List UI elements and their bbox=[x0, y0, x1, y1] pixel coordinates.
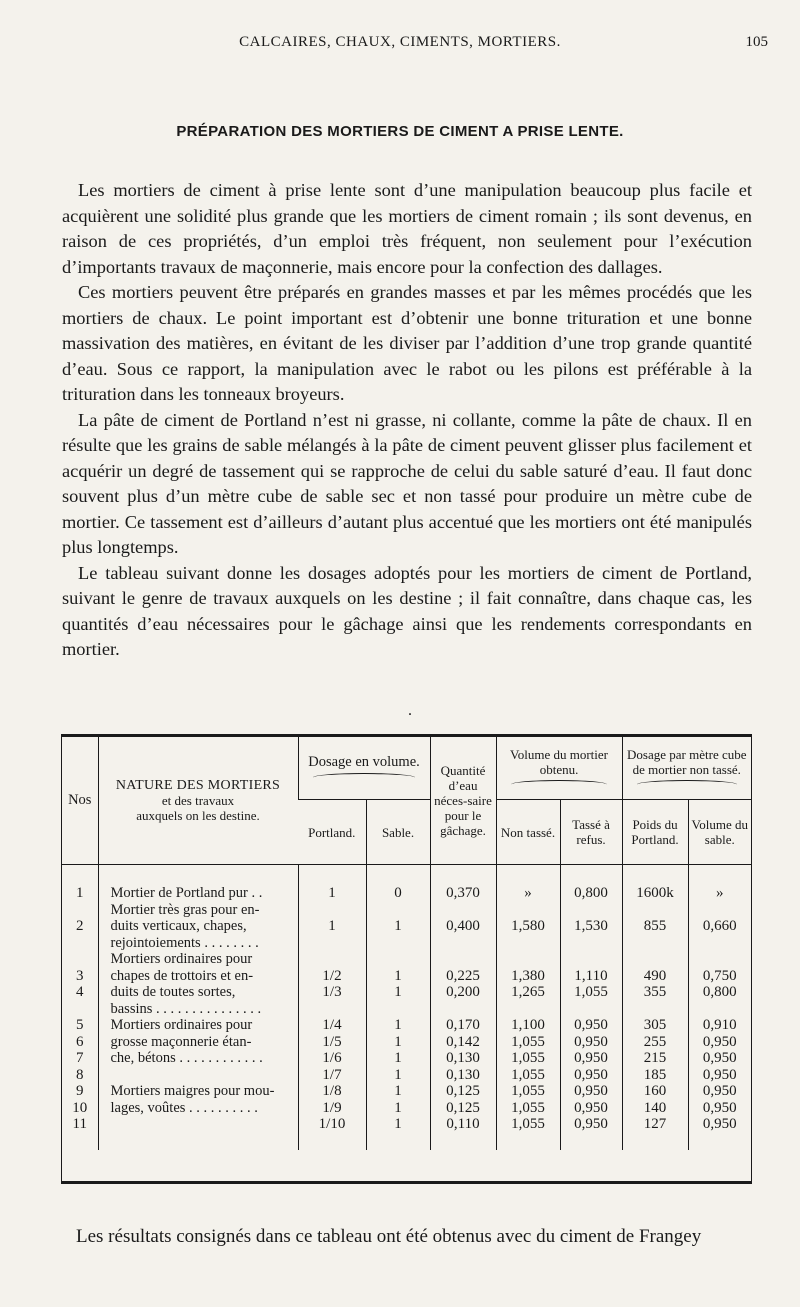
spacer-cell bbox=[298, 865, 366, 886]
row-poids-line: 490 bbox=[643, 967, 667, 984]
table-row bbox=[62, 1083, 751, 1133]
row-vol-sable-line: 0,950 bbox=[702, 1050, 737, 1066]
header-non-tasse: Non tassé. bbox=[496, 800, 560, 865]
row-eau-line bbox=[434, 902, 493, 919]
row-vol-sable-cell bbox=[688, 902, 751, 952]
dosage-table-grid bbox=[62, 737, 751, 1150]
spacer-cell bbox=[98, 865, 298, 886]
row-sable-line: 1 bbox=[394, 1099, 402, 1116]
row-nature-line: lages, voûtes . . . . . . . . . . bbox=[110, 1099, 258, 1116]
row-tasse-line: 0,950 bbox=[574, 1033, 608, 1050]
row-sable-cell bbox=[366, 902, 430, 952]
row-nature-line: grosse maçonnerie étan- bbox=[110, 1033, 252, 1050]
row-vol-sable-cell bbox=[688, 1083, 751, 1133]
row-portland-line: 1/8 bbox=[322, 1083, 342, 1099]
row-number-line bbox=[65, 1001, 95, 1018]
row-eau-line: 0,200 bbox=[446, 984, 480, 1000]
foot-cell bbox=[62, 1133, 98, 1150]
row-tasse-line: 1,055 bbox=[574, 984, 608, 1000]
row-non-tasse-line bbox=[500, 935, 557, 952]
row-nature-line: Mortiers maigres pour mou- bbox=[110, 1083, 275, 1099]
row-portland-line: 1/3 bbox=[322, 984, 342, 1000]
header-dosage-label: Dosage en volume. bbox=[308, 753, 420, 770]
running-head bbox=[0, 34, 800, 56]
row-tasse-line bbox=[564, 1001, 619, 1018]
row-eau-line: 0,110 bbox=[446, 1116, 480, 1132]
table-row bbox=[62, 951, 751, 1017]
row-non-tasse-line: 1,055 bbox=[511, 1116, 545, 1132]
row-poids-line: 355 bbox=[643, 984, 667, 1000]
header-portland: Portland. bbox=[298, 800, 366, 865]
row-vol-sable-cell bbox=[688, 951, 751, 1017]
row-number-line bbox=[65, 935, 95, 952]
row-vol-sable-line bbox=[692, 935, 749, 952]
row-nature-line: Mortier très gras pour en- bbox=[110, 901, 260, 918]
row-nature-line: chapes de trottoirs et en- bbox=[110, 967, 254, 984]
row-number-line: 1 bbox=[76, 885, 84, 901]
row-poids-line: 215 bbox=[643, 1050, 667, 1066]
row-non-tasse-line: 1,055 bbox=[511, 1033, 545, 1050]
row-vol-sable-cell bbox=[688, 885, 751, 902]
row-portland-line bbox=[302, 1001, 363, 1018]
row-sable-line: 0 bbox=[394, 885, 402, 901]
row-nature-line: Mortier de Portland pur . . bbox=[110, 885, 263, 901]
row-vol-sable-line: 0,950 bbox=[702, 1116, 737, 1132]
spacer-cell bbox=[366, 865, 430, 886]
section-title: PRÉPARATION DES MORTIERS DE CIMENT A PRISE LENTE. bbox=[176, 123, 624, 140]
row-portland-cell bbox=[298, 1083, 366, 1133]
row-non-tasse-cell bbox=[496, 885, 560, 902]
row-portland-line: 1/4 bbox=[322, 1017, 342, 1033]
row-poids-line bbox=[626, 1001, 685, 1018]
row-eau-line: 0,142 bbox=[446, 1033, 480, 1050]
row-portland-line: 1/2 bbox=[322, 967, 342, 984]
row-nature-cell bbox=[98, 951, 298, 1017]
row-eau-line: 0,225 bbox=[446, 967, 480, 984]
row-non-tasse-line: 1,055 bbox=[511, 1066, 545, 1083]
row-portland-line: 1/9 bbox=[322, 1099, 342, 1116]
row-number-cell bbox=[62, 1083, 98, 1133]
row-sable-line: 1 bbox=[394, 1050, 402, 1066]
row-poids-line: 1600k bbox=[636, 885, 674, 901]
foot-cell bbox=[298, 1133, 366, 1150]
row-sable-cell bbox=[366, 951, 430, 1017]
row-nature-line: duits de toutes sortes, bbox=[110, 984, 236, 1000]
row-sable-line: 1 bbox=[394, 918, 402, 934]
row-portland-line: 1 bbox=[328, 885, 336, 901]
row-poids-line bbox=[626, 935, 685, 952]
row-number-line: 3 bbox=[76, 967, 84, 984]
spacer-cell bbox=[688, 865, 751, 886]
row-number-line: 9 bbox=[76, 1083, 84, 1099]
table-row bbox=[62, 885, 751, 902]
row-eau-line: 0,130 bbox=[446, 1050, 480, 1066]
row-portland-line: 1/10 bbox=[318, 1116, 346, 1132]
row-vol-sable-line bbox=[692, 902, 749, 919]
row-nature-line: rejointoiements . . . . . . . . bbox=[110, 934, 259, 951]
row-eau-line bbox=[434, 1001, 493, 1018]
row-eau-line: 0,130 bbox=[446, 1066, 480, 1083]
row-eau-cell bbox=[430, 885, 496, 902]
row-eau-line: 0,170 bbox=[446, 1017, 480, 1033]
row-tasse-line: 0,800 bbox=[574, 885, 608, 901]
row-vol-sable-line bbox=[692, 1001, 749, 1018]
header-number: Nos bbox=[62, 737, 98, 865]
paragraph-4: Le tableau suivant donne les dosages adoptés pour les mortiers de ciment de Portland, suivant le genre de travaux auxquels on les destine ; il fait connaître, dans chaque cas, les quantités d’eau nécessaires pour le gâchage ainsi que les rendements correspondants en mortier. bbox=[62, 562, 752, 659]
row-vol-sable-line: » bbox=[716, 885, 724, 901]
paragraph-2: Ces mortiers peuvent être préparés en grandes masses et par les mêmes procédés que les mortiers de chaux. Le point important est d’obtenir une bonne trituration et une bonne massivation des matières, en évitant de les diviser par l’addition d’une trop grande quantité d’eau. Sous ce rapport, la manipulation avec le rabot ou les pilons est préférable à la trituration dans les tonneaux broyeurs. bbox=[62, 282, 752, 404]
row-sable-cell bbox=[366, 1017, 430, 1083]
spacer-cell bbox=[560, 865, 622, 886]
row-tasse-cell bbox=[560, 1017, 622, 1083]
row-nature-cell bbox=[98, 885, 298, 902]
row-eau-cell bbox=[430, 1017, 496, 1083]
row-portland-line: 1/7 bbox=[322, 1066, 342, 1083]
header-nature bbox=[98, 737, 298, 865]
row-poids-line: 255 bbox=[643, 1033, 667, 1050]
table-foot-row bbox=[62, 1133, 751, 1150]
paragraph-3: La pâte de ciment de Portland n’est ni grasse, ni collante, comme la pâte de chaux. Il en résulte que les grains de sable mélangés à la pâte de ciment peuvent glisser plus facilement et acquérir un degré de tassement qui se rapproche de celui du sable saturé d’eau. Il faut donc souvent plus d’un mètre cube de sable sec et non tassé pour produire un mètre cube de mortier. Ce tassement est d’ailleurs d’autant plus accentué que les mortiers ont été manipulés plus longtemps. bbox=[62, 409, 752, 557]
brace-dosage bbox=[313, 773, 415, 782]
row-number-cell bbox=[62, 885, 98, 902]
row-eau-cell bbox=[430, 902, 496, 952]
row-eau-line: 0,125 bbox=[446, 1099, 480, 1116]
row-nature-line bbox=[111, 1067, 295, 1084]
row-poids-cell bbox=[622, 902, 688, 952]
header-dosage-m3-label: Dosage par mètre cube de mortier non tassé. bbox=[627, 747, 747, 777]
header-nature-sub2: auxquels on les destine. bbox=[136, 808, 260, 823]
header-volume bbox=[496, 737, 622, 800]
row-eau-line: 0,125 bbox=[446, 1083, 480, 1099]
row-tasse-line: 0,950 bbox=[574, 1099, 608, 1116]
bottom-text: Les résultats consignés dans ce tableau ont été obtenus avec du ciment de Frangey bbox=[76, 1226, 702, 1247]
row-poids-line: 185 bbox=[643, 1066, 667, 1083]
row-poids-cell bbox=[622, 1017, 688, 1083]
row-number-line: 8 bbox=[76, 1066, 84, 1083]
row-number-line: 2 bbox=[76, 918, 84, 934]
row-vol-sable-line bbox=[692, 951, 749, 968]
row-sable-line bbox=[370, 935, 427, 952]
table-body bbox=[62, 865, 751, 1150]
row-sable-line: 1 bbox=[394, 1017, 402, 1033]
row-portland-line: 1 bbox=[328, 918, 336, 934]
row-number-line: 6 bbox=[76, 1033, 84, 1050]
foot-cell bbox=[560, 1133, 622, 1150]
row-tasse-cell bbox=[560, 885, 622, 902]
row-nature-cell bbox=[98, 1083, 298, 1133]
row-nature-line: Mortiers ordinaires pour bbox=[110, 1017, 253, 1033]
header-volume-label: Volume du mortier obtenu. bbox=[510, 747, 609, 777]
row-tasse-line bbox=[564, 902, 619, 919]
row-tasse-line: 0,950 bbox=[574, 1017, 608, 1033]
row-non-tasse-cell bbox=[496, 1017, 560, 1083]
row-non-tasse-line: 1,055 bbox=[511, 1099, 545, 1116]
row-eau-line bbox=[434, 935, 493, 952]
row-sable-line: 1 bbox=[394, 967, 402, 984]
row-nature-cell bbox=[98, 1017, 298, 1083]
row-sable-line bbox=[370, 1001, 427, 1018]
row-tasse-line: 0,950 bbox=[574, 1050, 608, 1066]
row-eau-cell bbox=[430, 951, 496, 1017]
row-vol-sable-line: 0,950 bbox=[702, 1033, 737, 1050]
row-vol-sable-line: 0,950 bbox=[702, 1066, 737, 1083]
row-eau-line: 0,370 bbox=[446, 885, 480, 901]
row-portland-line bbox=[302, 902, 363, 919]
spacer-cell bbox=[62, 865, 98, 886]
row-sable-line: 1 bbox=[394, 984, 402, 1000]
table-row bbox=[62, 1017, 751, 1083]
row-poids-cell bbox=[622, 951, 688, 1017]
row-nature-cell bbox=[98, 902, 298, 952]
brace-volume bbox=[511, 780, 608, 789]
row-tasse-line bbox=[564, 935, 619, 952]
row-poids-line bbox=[626, 951, 685, 968]
row-poids-line bbox=[626, 902, 685, 919]
header-nature-title: NATURE DES MORTIERS bbox=[115, 778, 281, 793]
row-non-tasse-line bbox=[500, 1001, 557, 1018]
row-tasse-line: 0,950 bbox=[574, 1083, 608, 1099]
row-nature-line: che, bétons . . . . . . . . . . . . bbox=[110, 1050, 263, 1066]
foot-cell bbox=[98, 1133, 298, 1150]
row-non-tasse-line bbox=[500, 902, 557, 919]
row-number-line: 11 bbox=[72, 1116, 87, 1132]
foot-cell bbox=[366, 1133, 430, 1150]
header-vol-sable: Volume du sable. bbox=[688, 800, 751, 865]
row-nature-line: duits verticaux, chapes, bbox=[110, 918, 247, 934]
row-nature-line bbox=[111, 1116, 295, 1133]
row-non-tasse-line bbox=[500, 951, 557, 968]
row-portland-cell bbox=[298, 951, 366, 1017]
row-portland-line bbox=[302, 935, 363, 952]
row-tasse-line: 0,950 bbox=[574, 1116, 608, 1132]
row-poids-line: 160 bbox=[643, 1083, 667, 1099]
spacer-cell bbox=[430, 865, 496, 886]
row-non-tasse-line: 1,100 bbox=[511, 1017, 545, 1033]
row-poids-line: 855 bbox=[643, 918, 667, 934]
row-sable-line bbox=[370, 951, 427, 968]
foot-cell bbox=[496, 1133, 560, 1150]
table-header bbox=[62, 737, 751, 865]
foot-cell bbox=[430, 1133, 496, 1150]
row-eau-cell bbox=[430, 1083, 496, 1133]
row-tasse-cell bbox=[560, 951, 622, 1017]
row-vol-sable-cell bbox=[688, 1017, 751, 1083]
row-tasse-cell bbox=[560, 902, 622, 952]
row-number-line: 5 bbox=[76, 1017, 84, 1033]
row-non-tasse-cell bbox=[496, 1083, 560, 1133]
row-poids-cell bbox=[622, 1083, 688, 1133]
row-non-tasse-line: 1,265 bbox=[511, 984, 545, 1000]
header-dosage-m3 bbox=[622, 737, 751, 800]
row-sable-cell bbox=[366, 885, 430, 902]
row-portland-cell bbox=[298, 902, 366, 952]
spacer-cell bbox=[622, 865, 688, 886]
row-nature-line: bassins . . . . . . . . . . . . . . . bbox=[110, 1000, 262, 1017]
header-dosage bbox=[298, 737, 430, 800]
stray-dot: . bbox=[408, 702, 412, 719]
header-nature-sub1: et des travaux bbox=[161, 793, 235, 808]
row-non-tasse-line: 1,580 bbox=[511, 918, 545, 934]
row-non-tasse-cell bbox=[496, 951, 560, 1017]
spacer-cell bbox=[496, 865, 560, 886]
row-sable-line: 1 bbox=[394, 1033, 402, 1050]
row-number-line bbox=[65, 902, 95, 919]
row-number-line: 4 bbox=[76, 984, 84, 1000]
row-portland-line: 1/6 bbox=[322, 1050, 342, 1066]
row-vol-sable-line: 0,750 bbox=[702, 967, 737, 984]
table-spacer-row bbox=[62, 865, 751, 886]
header-water: Quantité d’eau néces-saire pour le gâchage. bbox=[430, 737, 496, 865]
body-text bbox=[62, 178, 752, 663]
row-sable-line bbox=[370, 902, 427, 919]
foot-cell bbox=[622, 1133, 688, 1150]
row-portland-line bbox=[302, 951, 363, 968]
brace-dosage-m3 bbox=[637, 780, 737, 789]
row-vol-sable-line: 0,950 bbox=[702, 1083, 737, 1099]
paragraph-1: Les mortiers de ciment à prise lente sont d’une manipulation beaucoup plus facile et acquièrent une solidité plus grande que les mortiers de ciment romain ; ils sont devenus, en raison de ces propriétés, d’un emploi très fréquent, non seulement pour l’exécution d’importants travaux de maçonnerie, mais encore pour la confection des dallages. bbox=[62, 180, 752, 277]
row-eau-line: 0,400 bbox=[446, 918, 480, 934]
foot-cell bbox=[688, 1133, 751, 1150]
table-row bbox=[62, 902, 751, 952]
dosage-table bbox=[61, 734, 752, 1184]
row-tasse-cell bbox=[560, 1083, 622, 1133]
row-poids-line: 140 bbox=[643, 1099, 667, 1116]
header-poids: Poids du Portland. bbox=[622, 800, 688, 865]
row-non-tasse-cell bbox=[496, 902, 560, 952]
row-poids-cell bbox=[622, 885, 688, 902]
row-tasse-line: 0,950 bbox=[574, 1066, 608, 1083]
row-vol-sable-line: 0,660 bbox=[702, 918, 737, 934]
row-sable-cell bbox=[366, 1083, 430, 1133]
page-number: 105 bbox=[745, 34, 768, 50]
row-eau-line bbox=[434, 951, 493, 968]
row-non-tasse-line: 1,055 bbox=[511, 1083, 545, 1099]
row-portland-cell bbox=[298, 885, 366, 902]
row-sable-line: 1 bbox=[394, 1066, 402, 1083]
row-number-line bbox=[65, 951, 95, 968]
row-number-cell bbox=[62, 951, 98, 1017]
row-portland-line: 1/5 bbox=[322, 1033, 342, 1050]
row-vol-sable-line: 0,800 bbox=[702, 984, 737, 1000]
row-tasse-line: 1,110 bbox=[574, 967, 608, 984]
row-sable-line: 1 bbox=[394, 1083, 402, 1099]
row-non-tasse-line: 1,055 bbox=[511, 1050, 545, 1066]
row-nature-line: Mortiers ordinaires pour bbox=[110, 951, 253, 967]
header-sand: Sable. bbox=[366, 800, 430, 865]
row-vol-sable-line: 0,950 bbox=[702, 1099, 737, 1116]
row-poids-line: 305 bbox=[643, 1017, 667, 1033]
row-vol-sable-line: 0,910 bbox=[702, 1017, 737, 1033]
row-number-line: 10 bbox=[72, 1099, 88, 1116]
row-poids-line: 127 bbox=[643, 1116, 667, 1132]
row-number-line: 7 bbox=[76, 1050, 84, 1066]
running-title: CALCAIRES, CHAUX, CIMENTS, MORTIERS. bbox=[239, 34, 561, 50]
row-tasse-line bbox=[564, 951, 619, 968]
row-sable-line: 1 bbox=[394, 1116, 402, 1132]
row-portland-cell bbox=[298, 1017, 366, 1083]
header-tasse: Tassé à refus. bbox=[560, 800, 622, 865]
row-tasse-line: 1,530 bbox=[574, 918, 608, 934]
row-non-tasse-line: » bbox=[524, 885, 532, 901]
row-number-cell bbox=[62, 902, 98, 952]
row-non-tasse-line: 1,380 bbox=[511, 967, 545, 984]
row-number-cell bbox=[62, 1017, 98, 1083]
